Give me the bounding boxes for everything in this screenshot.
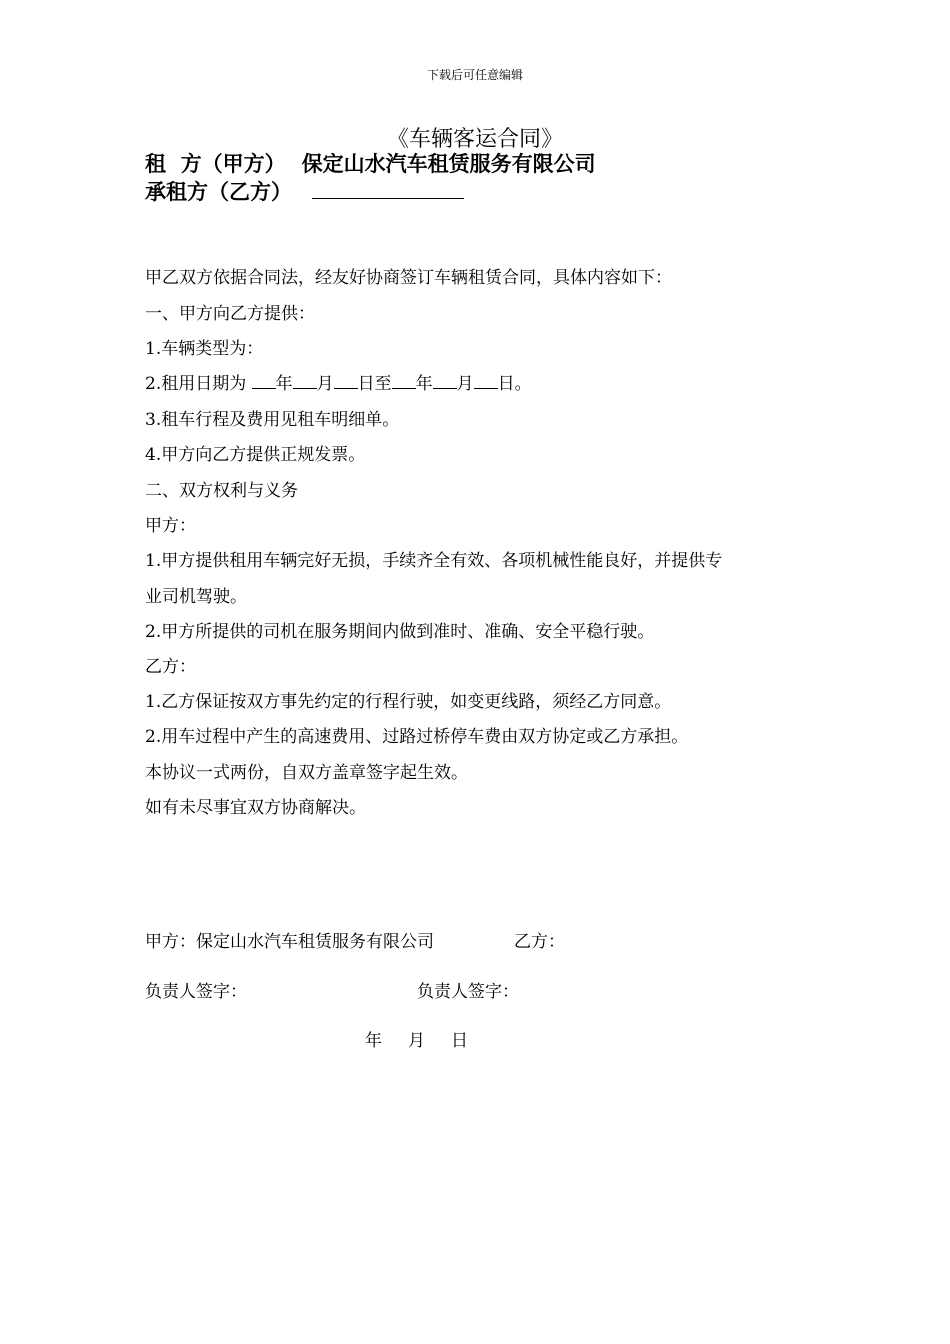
party-b-obligation-1: 1.乙方保证按双方事先约定的行程行驶，如变更线路，须经乙方同意。 <box>145 692 672 712</box>
party-b-obligation-2: 2.用车过程中产生的高速费用、过路过桥停车费由双方协定或乙方承担。 <box>145 727 689 747</box>
section-2-title: 二、双方权利与义务 <box>145 481 298 501</box>
party-a-name: 保定山水汽车租赁服务有限公司 <box>301 152 596 176</box>
party-a-label: 租 方（甲方） <box>145 152 286 176</box>
party-b-blank <box>312 180 464 199</box>
unresolved-clause: 如有未尽事宜双方协商解决。 <box>145 798 366 818</box>
party-a-line <box>145 148 596 178</box>
party-a-obligation-1-line-2: 业司机驾驶。 <box>145 587 247 607</box>
signature-sign-a: 负责人签字： <box>145 982 247 1002</box>
item-1: 1.车辆类型为： <box>145 339 264 359</box>
party-a-obligation-2: 2.甲方所提供的司机在服务期间内做到准时、准确、安全平稳行驶。 <box>145 622 655 642</box>
section-1-title: 一、甲方向乙方提供： <box>145 304 315 324</box>
party-b-line <box>145 176 464 206</box>
item-3: 3.租车行程及费用见租车明细单。 <box>145 410 400 430</box>
signature-date: 年 月 日 <box>365 1031 468 1051</box>
signature-sign-b: 负责人签字： <box>417 982 519 1002</box>
document-title: 《车辆客运合同》 <box>386 127 563 152</box>
signature-party-a: 甲方：保定山水汽车租赁服务有限公司 <box>145 932 434 952</box>
party-b-obligations-label: 乙方： <box>145 657 196 677</box>
header-note: 下载后可任意编辑 <box>426 68 523 82</box>
item-4: 4.甲方向乙方提供正规发票。 <box>145 445 366 465</box>
item-2: 2.租用日期为 年 月 日至 年 月 日。 <box>145 374 532 394</box>
signature-party-b: 乙方： <box>514 932 565 952</box>
party-b-label: 承租方（乙方） <box>145 180 292 204</box>
party-a-obligations-label: 甲方： <box>145 516 196 536</box>
intro-text: 甲乙双方依据合同法，经友好协商签订车辆租赁合同，具体内容如下： <box>145 268 672 288</box>
party-a-obligation-1-line-1: 1.甲方提供租用车辆完好无损，手续齐全有效、各项机械性能良好，并提供专 <box>145 551 723 571</box>
agreement-clause: 本协议一式两份，自双方盖章签字起生效。 <box>145 763 468 783</box>
